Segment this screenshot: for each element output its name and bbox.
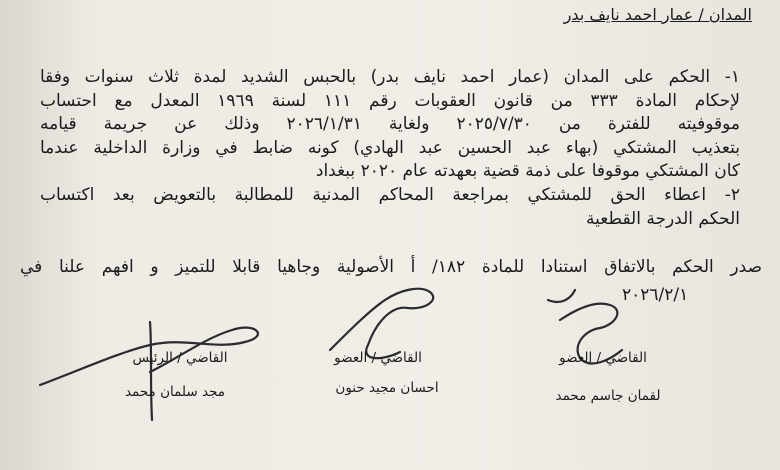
item1-line5: كان المشتكي موقوفا على ذمة قضية بعهدته عام ٢٠٢٠ ببغداد: [315, 161, 740, 181]
signature-president: [40, 322, 258, 420]
item1-line1: ١- الحكم على المدان (عمار احمد نايف بدر) بالحبس الشديد لمدة ثلاث سنوات وفقا: [40, 67, 740, 87]
item2-line2: الحكم الدرجة القطعية: [586, 209, 740, 229]
item1-line2: لإحكام المادة ٣٣٣ من قانون العقوبات رقم ١١١ لسنة ١٩٦٩ المعدل مع احتساب: [40, 91, 740, 111]
member1-name: احسان مجيد حنون: [335, 380, 439, 396]
item2-line1: ٢- اعطاء الحق للمشتكي بمراجعة المحاكم المدنية للمطالبة بالتعويض بعد اكتساب: [40, 185, 740, 205]
judgment-date: ٢٠٢٦/٢/١: [622, 285, 689, 305]
issuance-statement: صدر الحكم بالاتفاق استنادا للمادة ١٨٢/ أ الأصولية وجاهيا قابلا للتميز و افهم علنا في: [20, 257, 762, 277]
item1-line4: بتعذيب المشتكي (بهاء عبد الحسين عبد الهادي) كونه ضابط في وزارة الداخلية عندما: [40, 138, 740, 158]
president-title: القاضي / الرئيس: [132, 350, 228, 366]
member2-title: القاضي / العضو: [559, 350, 647, 366]
member2-name: لقمان جاسم محمد: [555, 388, 661, 404]
item1-line3: موقوفيته للفترة من ٢٠٢٥/٧/٣٠ ولغاية ٢٠٢٦/١/٣١ وذلك عن جريمة قيامه: [40, 114, 740, 134]
president-name: مجد سلمان محمد: [124, 384, 226, 400]
member1-title: القاضي / العضو: [334, 350, 422, 366]
signature-member1: [330, 289, 433, 358]
defendant-heading: المدان / عمار احمد نايف بدر: [563, 5, 752, 24]
